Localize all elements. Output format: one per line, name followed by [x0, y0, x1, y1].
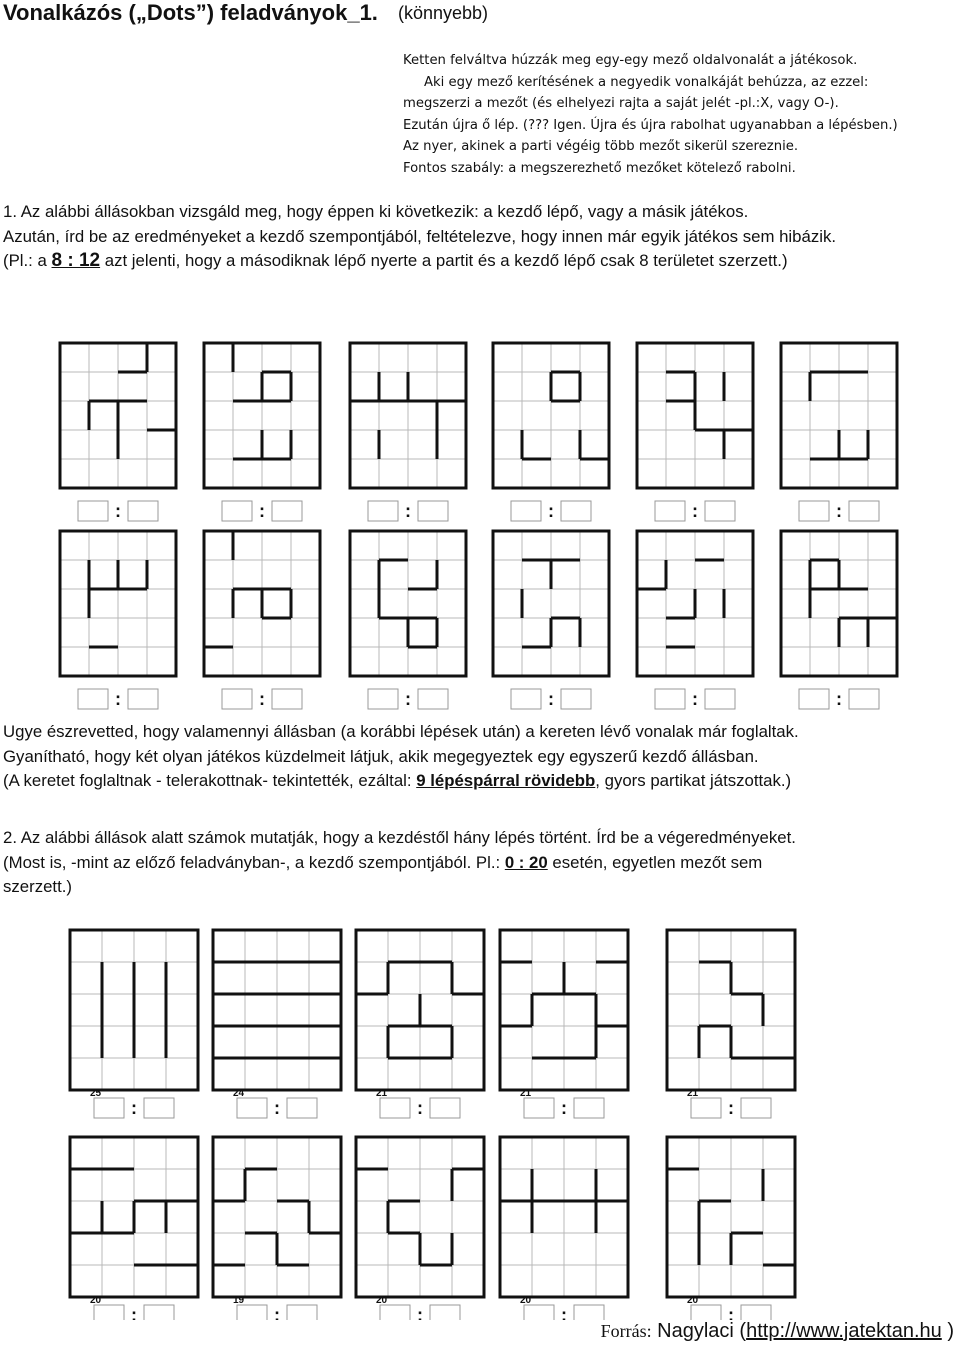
rule-line: Fontos szabály: a megszerezhető mezőket kötelező rabolni. [403, 160, 796, 176]
score-colon: : [131, 1098, 137, 1118]
score-colon: : [548, 689, 554, 709]
answer-box-first[interactable] [237, 1305, 267, 1320]
answer-box-first[interactable] [691, 1098, 721, 1118]
score-colon: : [692, 689, 698, 709]
board-task2-4 [500, 930, 628, 1118]
rule-line: Az nyer, akinek a parti végéig több mezőt sikerül szereznie. [403, 139, 799, 154]
score-colon: : [417, 1098, 423, 1118]
board-task2-8 [356, 1137, 484, 1320]
move-count: 25 [90, 1088, 102, 1099]
source-link[interactable]: http://www.jatektan.hu [746, 1320, 942, 1342]
answer-box-first[interactable] [691, 1305, 721, 1320]
board-task2-6 [70, 1137, 198, 1320]
score-colon: : [728, 1098, 734, 1118]
task2-post: esetén, egyetlen mezőt sem [547, 852, 763, 872]
move-count: 21 [376, 1088, 388, 1099]
answer-box-second[interactable] [741, 1098, 771, 1118]
rule-line: Aki egy mező kerítésének a negyedik vonalkáját behúzza, az ezzel: [403, 74, 869, 90]
example-pre: (Pl.: a [3, 251, 52, 270]
move-count: 20 [687, 1295, 699, 1306]
score-colon: : [115, 689, 121, 709]
answer-box-first[interactable] [380, 1305, 410, 1320]
task1-line: Azután, írd be az eredményeket a kezdő szempontjából, feltételezve, hogy innen már egyik játékos sem hibázik. [3, 226, 836, 246]
score-colon: : [836, 689, 842, 709]
answer-box-second[interactable] [144, 1098, 174, 1118]
rule-line: Ketten felváltva húzzák meg egy-egy mező oldalvonalát a játékosok. [403, 53, 858, 68]
answer-box-first[interactable] [237, 1098, 267, 1118]
answer-box-second[interactable] [741, 1305, 771, 1320]
observation-line: Gyanítható, hogy két olyan játékos küzdelmeit látjuk, akik megegyeztek egy egyszerű kezdő állásban. [3, 746, 759, 766]
score-colon: : [561, 1305, 567, 1320]
answer-box-second[interactable] [287, 1098, 317, 1118]
task2-pre: (Most is, -mint az előző feladványban-, a kezdő szempontjából. Pl.: [3, 852, 505, 872]
score-colon: : [561, 1098, 567, 1118]
answer-box-second[interactable] [574, 1098, 604, 1118]
task2-line: 2. Az alábbi állások alatt számok mutatják, hogy a kezdéstől hány lépés történt. Írd be a végeredményeket. [3, 828, 796, 847]
answer-box-first[interactable] [94, 1305, 124, 1320]
move-count: 20 [90, 1295, 102, 1306]
move-count: 20 [376, 1295, 388, 1306]
score-colon: : [115, 501, 121, 521]
source-author: Nagylaci ( [657, 1320, 747, 1342]
source-credit [601, 1320, 954, 1343]
answer-box-second[interactable] [430, 1098, 460, 1118]
score-colon: : [405, 689, 411, 709]
example-post: azt jelenti, hogy a másodiknak lépő nyerte a partit és a kezdő lépő csak 8 területet szerzett.) [100, 251, 788, 270]
board-task2-10 [667, 1137, 795, 1320]
answer-box-first[interactable] [380, 1098, 410, 1118]
answer-box-second[interactable] [287, 1305, 317, 1320]
score-colon: : [405, 501, 411, 521]
board-task2-2 [213, 930, 341, 1118]
page-subtitle: (könnyebb) [398, 3, 489, 23]
move-count: 20 [520, 1295, 532, 1306]
score-colon: : [274, 1098, 280, 1118]
board-task2-7 [213, 1137, 341, 1320]
board-task2-1 [70, 930, 198, 1118]
move-count: 21 [520, 1088, 532, 1099]
move-count: 24 [233, 1088, 245, 1099]
score-colon: : [836, 501, 842, 521]
score-colon: : [692, 501, 698, 521]
answer-box-second[interactable] [144, 1305, 174, 1320]
source-close: ) [947, 1320, 954, 1342]
page-title: Vonalkázós („Dots”) feladványok_1. [3, 0, 378, 25]
answer-box-second[interactable] [430, 1305, 460, 1320]
score-colon: : [131, 1305, 137, 1320]
task2-score: 0 : 20 [504, 852, 548, 872]
task2-line: szerzett.) [3, 877, 73, 896]
score-colon: : [259, 501, 265, 521]
score-colon: : [259, 689, 265, 709]
observation-pre: (A keretet foglaltnak - telerakottnak- tekintették, ezáltal: [3, 771, 417, 790]
answer-box-first[interactable] [524, 1098, 554, 1118]
move-count: 19 [233, 1295, 245, 1306]
score-colon: : [417, 1305, 423, 1320]
source-label: Forrás: [600, 1321, 652, 1341]
score-colon: : [548, 501, 554, 521]
rule-line: megszerzi a mezőt (és elhelyezi rajta a saját jelét -pl.:X, vagy O-). [403, 96, 839, 111]
board-task2-3 [356, 930, 484, 1118]
answer-box-second[interactable] [574, 1305, 604, 1320]
score-colon: : [728, 1305, 734, 1320]
observation-line: Ugye észrevetted, hogy valamennyi állásban (a korábbi lépések után) a kereten lévő vonalak már foglaltak. [3, 722, 799, 741]
task1-line: 1. Az alábbi állásokban vizsgáld meg, hogy éppen ki következik: a kezdő lépő, vagy a másik játékos. [3, 202, 749, 221]
observation-post: , gyors partikat játszottak.) [595, 771, 792, 790]
example-score: 8 : 12 [51, 250, 101, 271]
answer-box-first[interactable] [524, 1305, 554, 1320]
score-colon: : [274, 1305, 280, 1320]
answer-box-first[interactable] [94, 1098, 124, 1118]
rule-line: Ezután újra ő lép. (??? Igen. Újra és újra rabolhat ugyanabban a lépésben.) [403, 117, 898, 133]
board-task2-9 [500, 1137, 628, 1320]
observation-emphasis: 9 lépéspárral rövidebb [416, 771, 596, 790]
board-task2-5 [667, 930, 795, 1118]
move-count: 21 [687, 1088, 699, 1099]
